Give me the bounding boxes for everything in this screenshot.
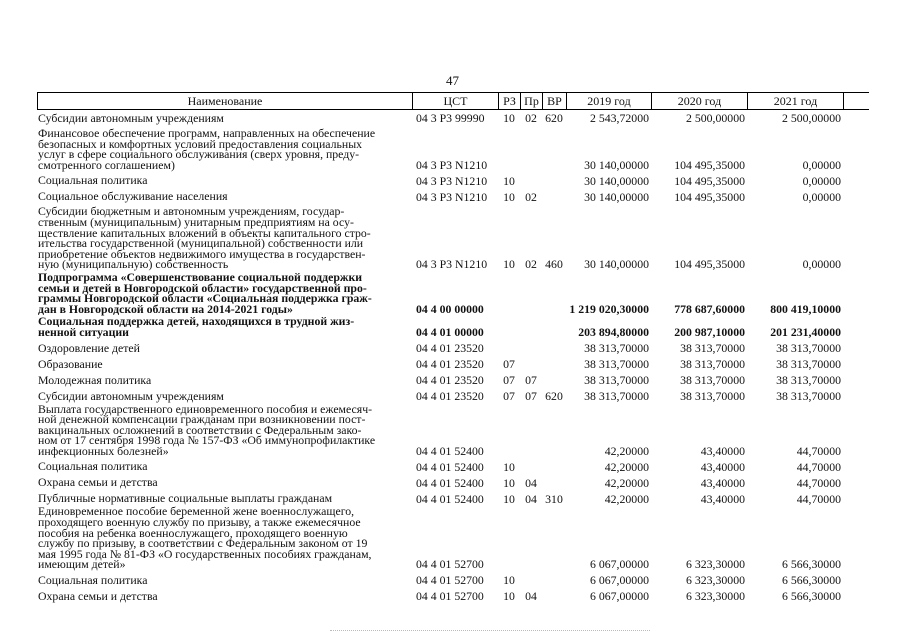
cell-name: Социальная политика bbox=[38, 173, 148, 188]
header-rz: РЗ bbox=[499, 93, 521, 109]
cell-cst: 04 4 01 00000 bbox=[416, 324, 484, 339]
cell-pr: 04 bbox=[525, 589, 537, 604]
cell-name: Субсидии автономным учреждениям bbox=[38, 388, 224, 403]
cell-y2021: 6 566,30000 bbox=[782, 557, 841, 572]
table-row bbox=[37, 374, 869, 386]
cell-cst: 04 4 01 52700 bbox=[416, 589, 484, 604]
table-row bbox=[37, 269, 869, 316]
cell-cst: 04 4 00 00000 bbox=[416, 301, 484, 316]
cell-cst: 04 3 P3 99990 bbox=[416, 111, 485, 126]
cell-name: Образование bbox=[38, 356, 103, 371]
cell-y2019: 42,20000 bbox=[604, 459, 649, 474]
table-row bbox=[37, 390, 869, 402]
cell-y2020: 104 495,35000 bbox=[674, 189, 745, 204]
cell-name: Субсидии автономным учреждениям bbox=[38, 111, 224, 125]
cell-y2020: 43,40000 bbox=[700, 475, 745, 490]
cell-rz: 10 bbox=[503, 189, 515, 204]
cell-y2020: 104 495,35000 bbox=[674, 157, 745, 172]
cell-rz: 10 bbox=[503, 257, 515, 272]
cell-y2021: 6 566,30000 bbox=[782, 573, 841, 588]
cell-name: Субсидии бюджетным и автономным учреждениям, государ- ственным (муниципальным) унитарным предприятиям на осу- ществление капитальных вложений в объекты капитального стро- ительства государственной (муниципальной) собственности или приобретение объектов недвижимого имущества в государствен- ную (муниципальную) собственность bbox=[38, 204, 371, 272]
cell-y2019: 30 140,00000 bbox=[584, 173, 649, 188]
table-row bbox=[37, 476, 869, 488]
page-bottom-edge bbox=[330, 630, 650, 633]
cell-name: Охрана семьи и детства bbox=[38, 475, 158, 490]
cell-y2019: 203 894,80000 bbox=[578, 324, 649, 339]
cell-rz: 10 bbox=[503, 589, 515, 604]
cell-cst: 04 4 01 52400 bbox=[416, 491, 484, 506]
header-2019: 2019 год bbox=[567, 93, 652, 109]
cell-name: Социальная политика bbox=[38, 573, 148, 588]
cell-rz: 10 bbox=[503, 111, 515, 126]
cell-pr: 02 bbox=[525, 189, 537, 204]
cell-y2021: 6 566,30000 bbox=[782, 589, 841, 604]
cell-rz: 07 bbox=[503, 356, 515, 371]
cell-cst: 04 3 P3 N1210 bbox=[416, 173, 488, 188]
table-row bbox=[37, 206, 869, 270]
cell-rz: 10 bbox=[503, 459, 515, 474]
cell-y2019: 42,20000 bbox=[604, 475, 649, 490]
cell-y2020: 200 987,10000 bbox=[674, 324, 745, 339]
cell-name: Социальная политика bbox=[38, 459, 148, 474]
cell-cst: 04 4 01 52400 bbox=[416, 475, 484, 490]
cell-name: Единовременное пособие беременной жене военнослужащего, проходящего военную службу по призыву, а также ежемесячное пособия на ребенка военнослужащего, проходящего военную службу по призыву, в соответствии с Федеральным законом от 19 мая 1995 года № 81-ФЗ «О государственных пособиях гражданам, имеющим детей» bbox=[38, 504, 372, 572]
cell-y2021: 44,70000 bbox=[796, 491, 841, 506]
cell-y2020: 6 323,30000 bbox=[686, 589, 745, 604]
table-row bbox=[37, 492, 869, 504]
cell-y2020: 43,40000 bbox=[700, 491, 745, 506]
cell-rz: 07 bbox=[503, 388, 515, 403]
cell-y2019: 42,20000 bbox=[604, 443, 649, 458]
cell-rz: 10 bbox=[503, 491, 515, 506]
header-2020: 2020 год bbox=[652, 93, 748, 109]
cell-y2019: 38 313,70000 bbox=[584, 356, 649, 371]
cell-name: Публичные нормативные социальные выплаты гражданам bbox=[38, 491, 333, 506]
cell-y2019: 30 140,00000 bbox=[584, 189, 649, 204]
cell-name: Финансовое обеспечение программ, направленных на обеспечение безопасных и комфортных условий предоставления социальных услуг в сфере социального обслуживания (сверх уровня, преду- смотренного соглашением) bbox=[38, 126, 376, 172]
table-row bbox=[37, 190, 869, 202]
cell-vr: 460 bbox=[545, 257, 563, 272]
cell-y2021: 0,00000 bbox=[802, 173, 841, 188]
cell-pr: 04 bbox=[525, 475, 537, 490]
cell-name: Подпрограмма «Совершенствование социальной поддержки семьи и детей в Новгородской области» государственной про- граммы Новгородской области «Социальная поддержка граж- дан в Новгородской области на 2014-2021 годы» bbox=[38, 269, 372, 316]
cell-y2020: 43,40000 bbox=[700, 459, 745, 474]
cell-y2019: 38 313,70000 bbox=[584, 372, 649, 387]
table-row bbox=[37, 358, 869, 370]
cell-y2021: 44,70000 bbox=[796, 475, 841, 490]
cell-vr: 620 bbox=[545, 111, 563, 126]
cell-y2019: 6 067,00000 bbox=[590, 557, 649, 572]
cell-y2020: 6 323,30000 bbox=[686, 557, 745, 572]
cell-y2019: 6 067,00000 bbox=[590, 573, 649, 588]
cell-rz: 10 bbox=[503, 173, 515, 188]
cell-y2019: 38 313,70000 bbox=[584, 388, 649, 403]
cell-name: Оздоровление детей bbox=[38, 340, 140, 355]
cell-y2021: 201 231,40000 bbox=[770, 324, 841, 339]
cell-y2021: 0,00000 bbox=[802, 157, 841, 172]
cell-rz: 10 bbox=[503, 475, 515, 490]
cell-y2019: 6 067,00000 bbox=[590, 589, 649, 604]
cell-y2021: 38 313,70000 bbox=[776, 340, 841, 355]
cell-y2021: 44,70000 bbox=[796, 443, 841, 458]
cell-pr: 02 bbox=[525, 257, 537, 272]
cell-name: Социальное обслуживание населения bbox=[38, 189, 228, 204]
table-row bbox=[37, 342, 869, 354]
header-pr: Пр bbox=[521, 93, 543, 109]
cell-y2019: 30 140,00000 bbox=[584, 257, 649, 272]
table-body bbox=[37, 112, 869, 606]
table-row bbox=[37, 506, 869, 570]
table-row bbox=[37, 460, 869, 472]
table-row bbox=[37, 174, 869, 186]
cell-name: Социальная поддержка детей, находящихся в трудной жиз- ненной ситуации bbox=[38, 314, 355, 339]
cell-y2020: 104 495,35000 bbox=[674, 173, 745, 188]
cell-y2019: 30 140,00000 bbox=[584, 157, 649, 172]
cell-y2019: 38 313,70000 bbox=[584, 340, 649, 355]
cell-y2019: 42,20000 bbox=[604, 491, 649, 506]
cell-cst: 04 4 01 52400 bbox=[416, 459, 484, 474]
cell-name: Охрана семьи и детства bbox=[38, 589, 158, 604]
cell-y2021: 0,00000 bbox=[802, 189, 841, 204]
cell-pr: 07 bbox=[525, 388, 537, 403]
cell-y2020: 38 313,70000 bbox=[680, 388, 745, 403]
cell-cst: 04 4 01 52700 bbox=[416, 557, 484, 572]
cell-cst: 04 4 01 23520 bbox=[416, 372, 484, 387]
cell-y2019: 2 543,72000 bbox=[590, 111, 649, 126]
cell-cst: 04 4 01 23520 bbox=[416, 340, 484, 355]
cell-pr: 04 bbox=[525, 491, 537, 506]
cell-y2021: 38 313,70000 bbox=[776, 388, 841, 403]
header-cst: ЦСТ bbox=[413, 93, 499, 109]
table-row bbox=[37, 316, 869, 337]
cell-cst: 04 3 P3 N1210 bbox=[416, 157, 488, 172]
table-row bbox=[37, 128, 869, 170]
cell-rz: 10 bbox=[503, 573, 515, 588]
cell-y2021: 38 313,70000 bbox=[776, 356, 841, 371]
cell-rz: 07 bbox=[503, 372, 515, 387]
cell-y2020: 38 313,70000 bbox=[680, 340, 745, 355]
table-row bbox=[37, 574, 869, 586]
cell-pr: 02 bbox=[525, 111, 537, 126]
header-vr: ВР bbox=[543, 93, 567, 109]
page-number: 47 bbox=[446, 73, 459, 88]
table-header bbox=[37, 92, 869, 110]
cell-vr: 310 bbox=[545, 491, 563, 506]
cell-y2021: 2 500,00000 bbox=[782, 111, 841, 126]
cell-y2021: 44,70000 bbox=[796, 459, 841, 474]
cell-cst: 04 4 01 52400 bbox=[416, 443, 484, 458]
cell-y2020: 6 323,30000 bbox=[686, 573, 745, 588]
cell-y2021: 38 313,70000 bbox=[776, 372, 841, 387]
cell-y2021: 0,00000 bbox=[802, 257, 841, 272]
cell-cst: 04 4 01 23520 bbox=[416, 388, 484, 403]
cell-y2019: 1 219 020,30000 bbox=[569, 301, 649, 316]
budget-table bbox=[37, 92, 869, 606]
cell-y2020: 38 313,70000 bbox=[680, 356, 745, 371]
cell-vr: 620 bbox=[545, 388, 563, 403]
cell-cst: 04 4 01 23520 bbox=[416, 356, 484, 371]
header-name: Наименование bbox=[38, 93, 413, 109]
cell-y2020: 43,40000 bbox=[700, 443, 745, 458]
header-2021: 2021 год bbox=[748, 93, 844, 109]
table-row bbox=[37, 112, 869, 124]
cell-y2021: 800 419,10000 bbox=[770, 301, 841, 316]
table-row bbox=[37, 590, 869, 602]
cell-name: Выплата государственного единовременного пособия и ежемесяч- ной денежной компенсации гражданам при возникновении пост- вакцинальных осложнений в соответствии с Федеральным зако- ном от 17 сентября 1998 года № 157-ФЗ «Об иммунопрофилактике инфекционных болезней» bbox=[38, 401, 376, 458]
cell-cst: 04 3 P3 N1210 bbox=[416, 257, 488, 272]
cell-y2020: 2 500,00000 bbox=[686, 111, 745, 126]
cell-pr: 07 bbox=[525, 372, 537, 387]
cell-name: Молодежная политика bbox=[38, 372, 152, 387]
cell-y2020: 104 495,35000 bbox=[674, 257, 745, 272]
cell-cst: 04 4 01 52700 bbox=[416, 573, 484, 588]
table-row bbox=[37, 401, 869, 458]
cell-y2020: 778 687,60000 bbox=[674, 301, 745, 316]
cell-cst: 04 3 P3 N1210 bbox=[416, 189, 488, 204]
cell-y2020: 38 313,70000 bbox=[680, 372, 745, 387]
